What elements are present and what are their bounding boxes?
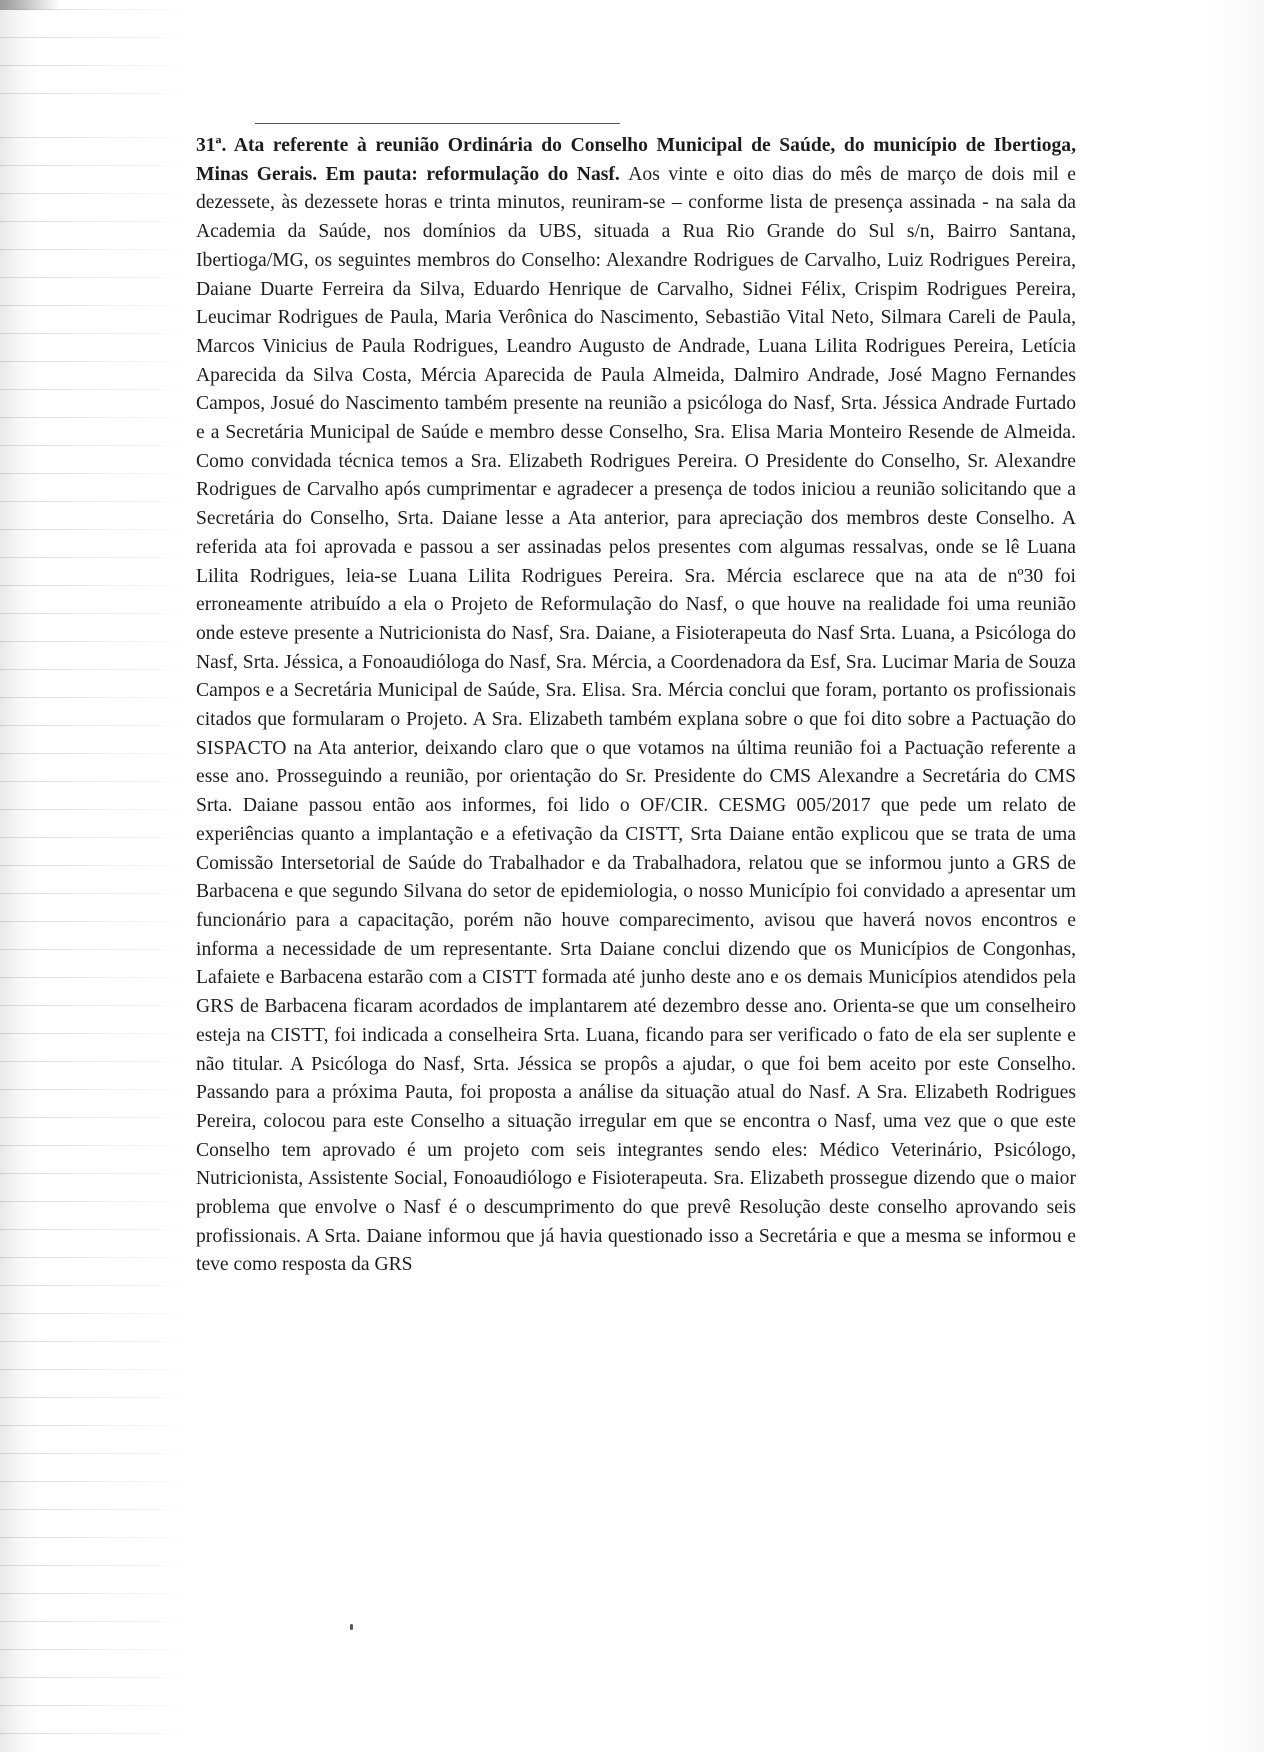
ink-dot (350, 1624, 353, 1630)
minutes-heading: 31ª. Ata referente à reunião Ordinária do Conselho Municipal de Saúde, do município de Ibertioga, Minas Gerais. Em pauta: reformulação do Nasf. (196, 135, 1076, 185)
minutes-text (196, 132, 1076, 1280)
top-rule-line (255, 123, 620, 124)
corner-mark (0, 0, 60, 10)
notebook-margin-lines (0, 0, 190, 1752)
minutes-body: Aos vinte e oito dias do mês de março de dois mil e dezessete, às dezessete horas e trinta minutos, reuniram-se – conforme lista de presença assinada - na sala da Academia da Saúde, nos domínios da UBS, situada a Rua Rio Grande do Sul s/n, Bairro Santana, Ibertioga/MG, os seguintes membros do Conselho: Alexandre Rodrigues de Carvalho, Luiz Rodrigues Pereira, Daiane Duarte Ferreira da Silva, Eduardo Henrique de Carvalho, Sidnei Félix, Crispim Rodrigues Pereira, Leucimar Rodrigues de Paula, Maria Verônica do Nascimento, Sebastião Vital Neto, Silmara Careli de Paula, Marcos Vinicius de Paula Rodrigues, Leandro Augusto de Andrade, Luana Lilita Rodrigues Pereira, Letícia Aparecida da Silva Costa, Mércia Aparecida de Paula Almeida, Dalmiro Andrade, José Magno Fernandes Campos, Josué do Nascimento também presente na reunião a psicóloga do Nasf, Srta. Jéssica Andrade Furtado e a Secretária Municipal de Saúde e membro desse Conselho, Sra. Elisa Maria Monteiro Resende de Almeida. Como convidada técnica temos a Sra. Elizabeth Rodrigues Pereira. O Presidente do Conselho, Sr. Alexandre Rodrigues de Carvalho após cumprimentar e agradecer a presença de todos iniciou a reunião solicitando que a Secretária do Conselho, Srta. Daiane lesse a Ata anterior, para apreciação dos membros deste Conselho. A referida ata foi aprovada e passou a ser assinadas pelos presentes com algumas ressalvas, onde se lê Luana Lilita Rodrigues, leia-se Luana Lilita Rodrigues Pereira. Sra. Mércia esclarece que na ata de nº30 foi erroneamente atribuído a ela o Projeto de Reformulação do Nasf, o que houve na realidade foi uma reunião onde esteve presente a Nutricionista do Nasf, Sra. Daiane, a Fisioterapeuta do Nasf Srta. Luana, a Psicóloga do Nasf, Srta. Jéssica, a Fonoaudióloga do Nasf, Sra. Mércia, a Coordenadora da Esf, Sra. Lucimar Maria de Souza Campos e a Secretária Municipal de Saúde, Sra. Elisa. Sra. Mércia conclui que foram, portanto os profissionais citados que formularam o Projeto. A Sra. Elizabeth também explana sobre o que foi dito sobre a Pactuação do SISPACTO na Ata anterior, deixando claro que o que votamos na última reunião foi a Pactuação referente a esse ano. Prosseguindo a reunião, por orientação do Sr. Presidente do CMS Alexandre a Secretária do CMS Srta. Daiane passou então aos informes, foi lido o OF/CIR. CESMG 005/2017 que pede um relato de experiências quanto a implantação e a efetivação da CISTT, Srta Daiane então explicou que se trata de uma Comissão Intersetorial de Saúde do Trabalhador e da Trabalhadora, relatou que se informou junto a GRS de Barbacena e que segundo Silvana do setor de epidemiologia, o nosso Município foi convidado a apresentar um funcionário para a capacitação, porém não houve comparecimento, avisou que haverá novos encontros e informa a necessidade de um representante. Srta Daiane conclui dizendo que os Municípios de Congonhas, Lafaiete e Barbacena estarão com a CISTT formada até junho deste ano e os demais Municípios atendidos pela GRS de Barbacena ficaram acordados de implantarem até dezembro desse ano. Orienta-se que um conselheiro esteja na CISTT, foi indicada a conselheira Srta. Luana, ficando para ser verificado o fato de ela ser suplente e não titular. A Psicóloga do Nasf, Srta. Jéssica se propôs a ajudar, o que foi bem aceito por este Conselho. Passando para a próxima Pauta, foi proposta a análise da situação atual do Nasf. A Sra. Elizabeth Rodrigues Pereira, colocou para este Conselho a situação irregular em que se encontra o Nasf, uma vez que o que este Conselho tem aprovado é um projeto com seis integrantes sendo eles: Médico Veterinário, Psicólogo, Nutricionista, Assistente Social, Fonoaudiólogo e Fisioterapeuta. Sra. Elizabeth prossegue dizendo que o maior problema que envolve o Nasf é o descumprimento do que prevê Resolução deste conselho aprovando seis profissionais. A Srta. Daiane informou que já havia questionado isso a Secretária e que a mesma se informou e teve como resposta da GRS (196, 163, 1076, 1276)
